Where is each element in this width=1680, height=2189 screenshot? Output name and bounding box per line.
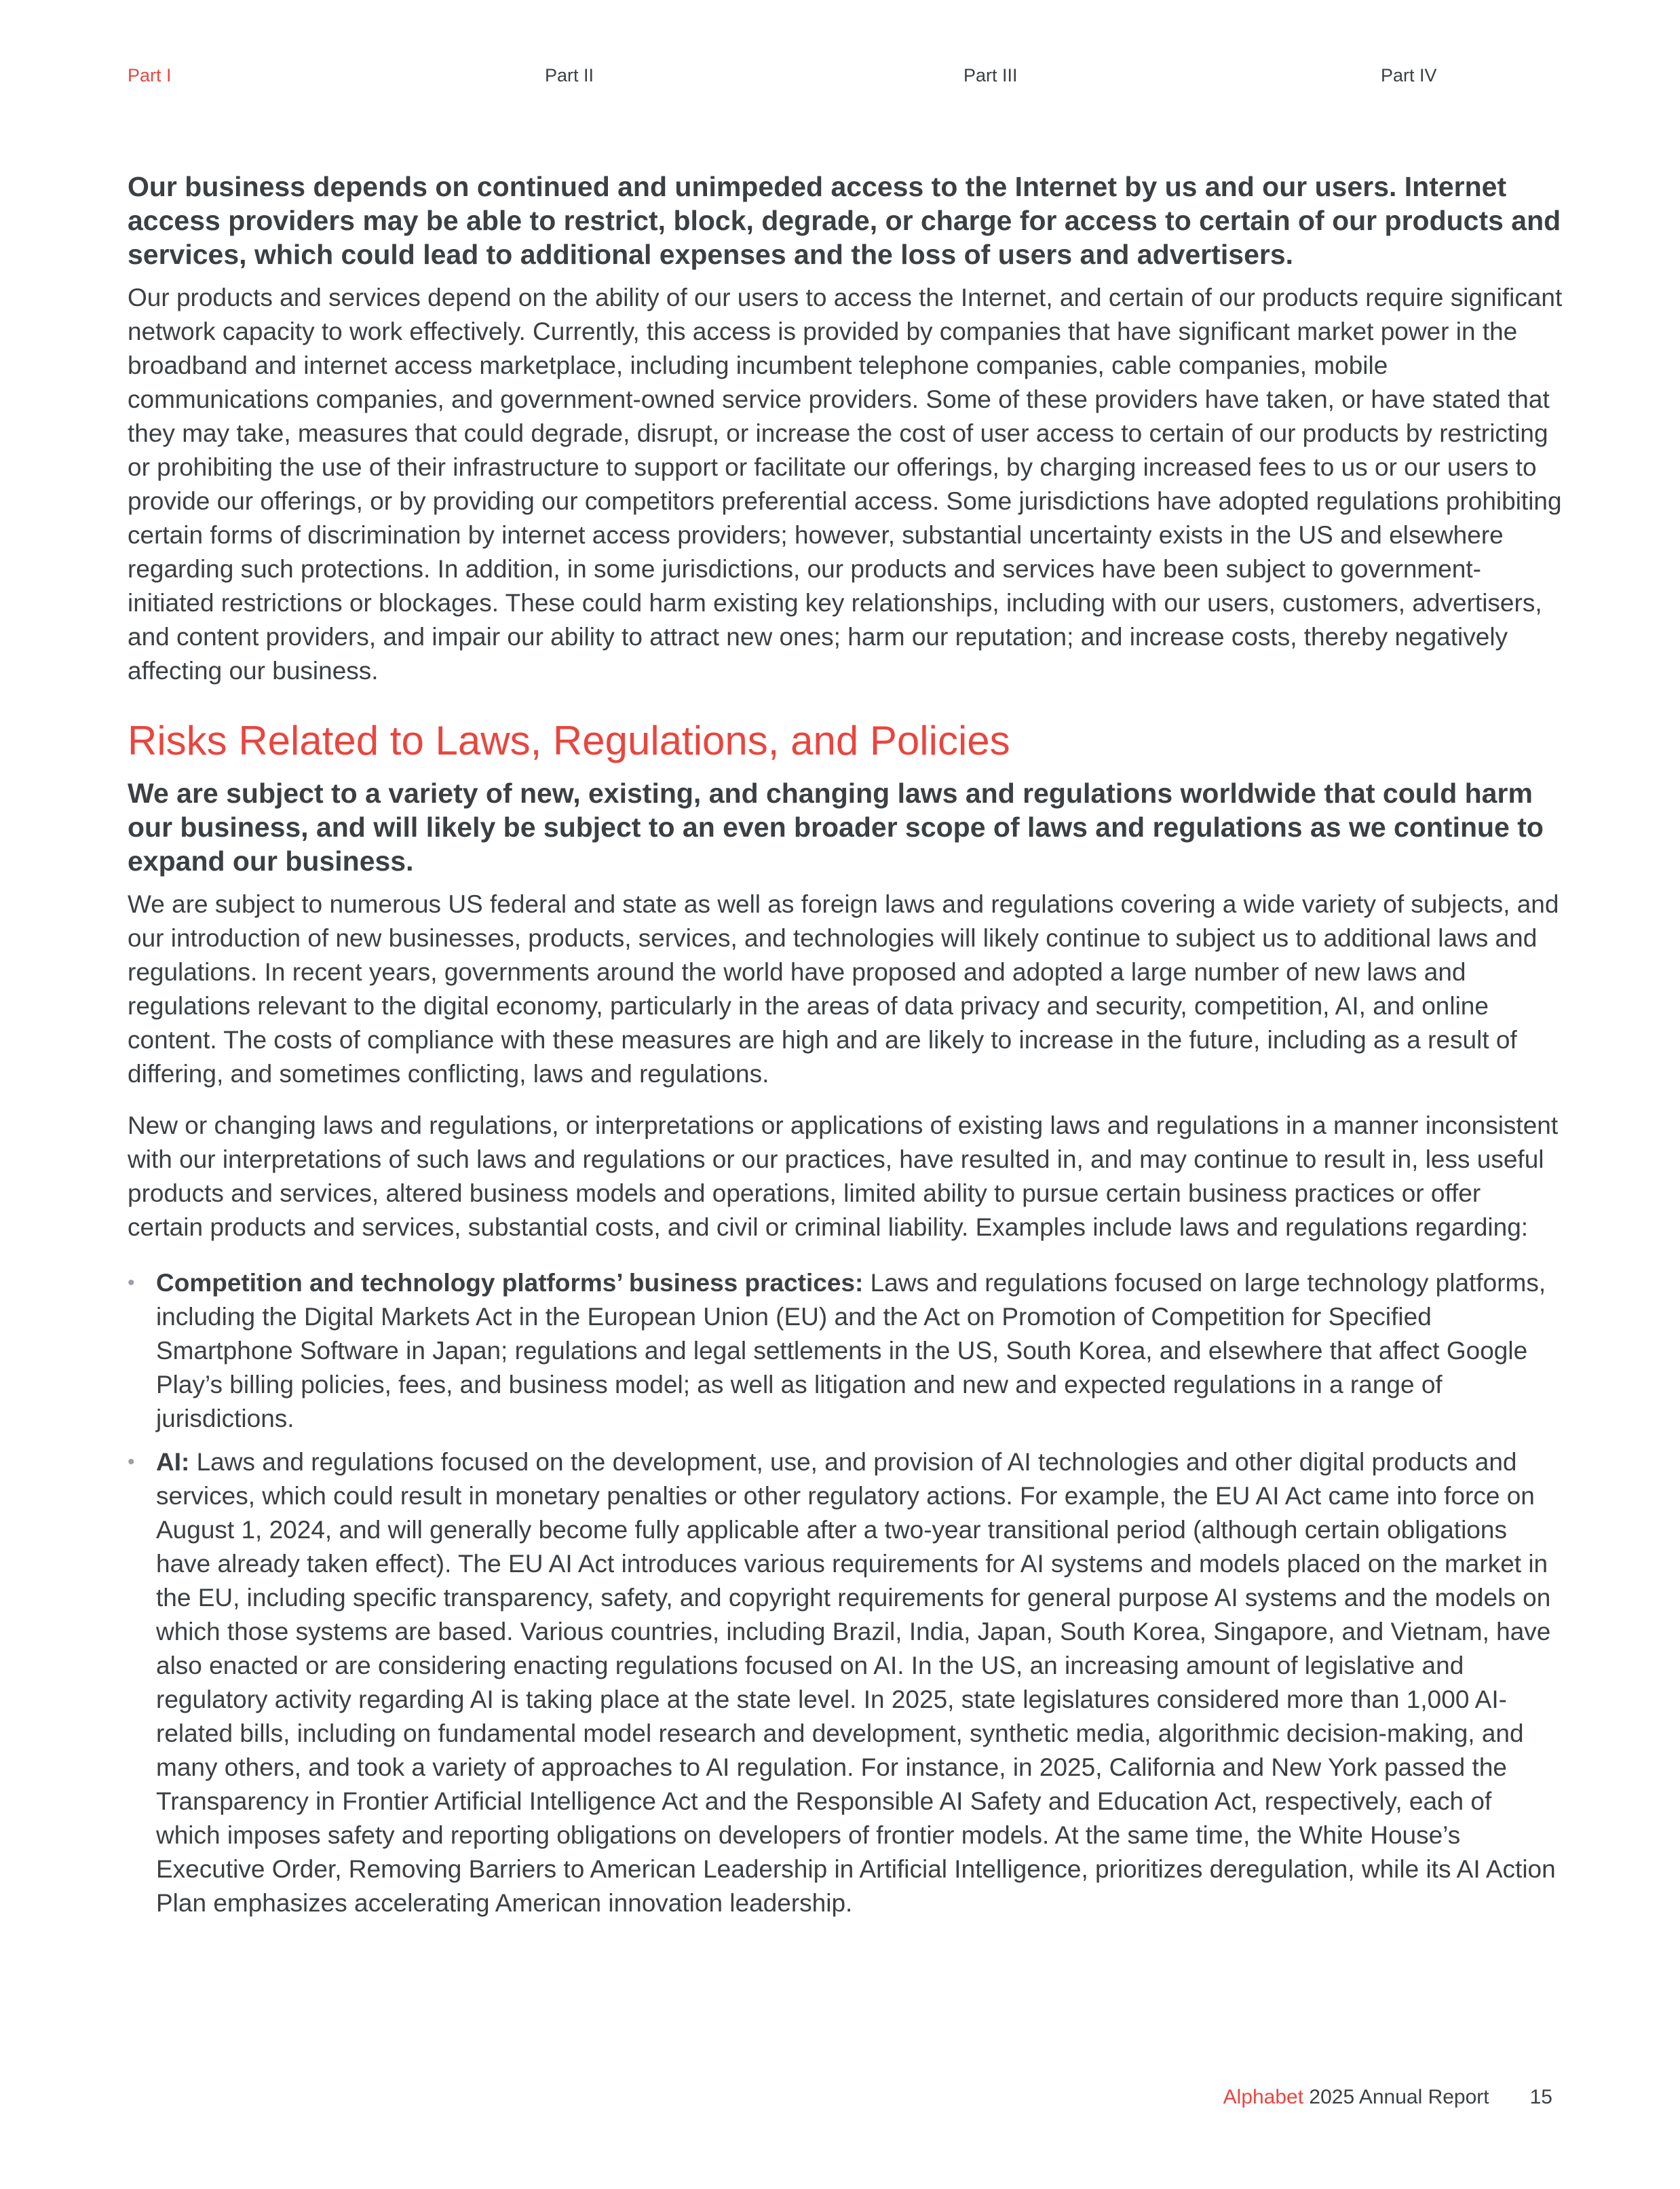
page-footer bbox=[1223, 2086, 1552, 2109]
examples-list bbox=[128, 1266, 1563, 1920]
footer-brand: Alphabet bbox=[1223, 2086, 1304, 2108]
internet-access-risk-heading: Our business depends on continued and unimpeded access to the Internet by us and our users. Internet access providers may be able to restrict, block, degrade, or charge for access to certain of our products and services, which could lead to additional expenses and the loss of users and advertisers. bbox=[128, 171, 1561, 270]
page-content bbox=[128, 170, 1563, 1930]
nav-part-1[interactable]: Part I bbox=[128, 65, 172, 85]
bullet-icon: • bbox=[128, 1272, 135, 1294]
list-item-lead: Competition and technology platforms’ business practices: bbox=[156, 1269, 864, 1297]
section-title: Risks Related to Laws, Regulations, and Policies bbox=[128, 718, 1010, 763]
laws-paragraph-2: New or changing laws and regulations, or interpretations or applications of existing laws and regulations in a manner inconsistent with our interpretations of such laws and regulations or our practices, have resulted in, and may continue to result in, less useful products and services, altered business models and operations, limited ability to pursue certain business practices or offer certain products and services, substantial costs, and civil or criminal liability. Examples include laws and regulations regarding: bbox=[128, 1111, 1559, 1241]
list-item-text: Laws and regulations focused on large technology platforms, including the Digital Markets Act in the European Union (EU) and the Act on Promotion of Competition for Specified Smartphone Software in Japan; regulations and legal settlements in the US, South Korea, and elsewhere that affect Google Play’s billing policies, fees, and business model; as well as litigation and new and expected regulations in a range of jurisdictions. bbox=[156, 1269, 1546, 1432]
laws-regulations-risk-heading: We are subject to a variety of new, existing, and changing laws and regulations worldwide that could harm our business, and will likely be subject to an even broader scope of laws and regulations as we continue to expand our business. bbox=[128, 778, 1544, 877]
internet-access-risk-body: Our products and services depend on the ability of our users to access the Internet, and certain of our products require significant network capacity to work effectively. Currently, this access is provided by companies that have significant market power in the broadband and internet access marketplace, including incumbent telephone companies, cable companies, mobile communications companies, and government-owned service providers. Some of these providers have taken, or have stated that they may take, measures that could degrade, disrupt, or increase the cost of user access to certain of our products by restricting or prohibiting the use of their infrastructure to support or facilitate our offerings, by charging increased fees to us or our users to provide our offerings, or by providing our competitors preferential access. Some jurisdictions have adopted regulations prohibiting certain forms of discrimination by internet access providers; however, substantial uncertainty exists in the US and elsewhere regarding such protections. In addition, in some jurisdictions, our products and services have been subject to government-initiated restrictions or blockages. These could harm existing key relationships, including with our users, customers, advertisers, and content providers, and impair our ability to attract new ones; harm our reputation; and increase costs, thereby negatively affecting our business. bbox=[128, 284, 1563, 685]
list-item-competition bbox=[128, 1266, 1563, 1436]
laws-paragraph-1: We are subject to numerous US federal and state as well as foreign laws and regulations covering a wide variety of subjects, and our introduction of new businesses, products, services, and technologies will likely continue to subject us to additional laws and regulations. In recent years, governments around the world have proposed and adopted a large number of new laws and regulations relevant to the digital economy, particularly in the areas of data privacy and security, competition, AI, and online content. The costs of compliance with these measures are high and are likely to increase in the future, including as a result of differing, and sometimes conflicting, laws and regulations. bbox=[128, 890, 1559, 1088]
bullet-icon: • bbox=[128, 1451, 135, 1473]
list-item-ai bbox=[128, 1445, 1563, 1920]
nav-part-4[interactable]: Part IV bbox=[1381, 65, 1437, 85]
nav-part-2[interactable]: Part II bbox=[545, 65, 594, 85]
footer-report-title: 2025 Annual Report bbox=[1303, 2086, 1489, 2108]
part-navigation bbox=[0, 65, 1680, 92]
list-item-text: Laws and regulations focused on the development, use, and provision of AI technologies and other digital products and services, which could result in monetary penalties or other regulatory actions. For example, the EU AI Act came into force on August 1, 2024, and will generally become fully applicable after a two-year transitional period (although certain obligations have already taken effect). The EU AI Act introduces various requirements for AI systems and models placed on the market in the EU, including specific transparency, safety, and copyright requirements for general purpose AI systems and the models on which those systems are based. Various countries, including Brazil, India, Japan, South Korea, Singapore, and Vietnam, have also enacted or are considering enacting regulations focused on AI. In the US, an increasing amount of legislative and regulatory activity regarding AI is taking place at the state level. In 2025, state legislatures considered more than 1,000 AI-related bills, including on fundamental model research and development, synthetic media, algorithmic decision-making, and many others, and took a variety of approaches to AI regulation. For instance, in 2025, California and New York passed the Transparency in Frontier Artificial Intelligence Act and the Responsible AI Safety and Education Act, respectively, each of which imposes safety and reporting obligations on developers of frontier models. At the same time, the White House’s Executive Order, Removing Barriers to American Leadership in Artificial Intelligence, prioritizes deregulation, while its AI Action Plan emphasizes accelerating American innovation leadership. bbox=[156, 1448, 1556, 1917]
list-item-lead: AI: bbox=[156, 1448, 190, 1476]
nav-part-3[interactable]: Part III bbox=[963, 65, 1018, 85]
page-number: 15 bbox=[1529, 2086, 1552, 2108]
